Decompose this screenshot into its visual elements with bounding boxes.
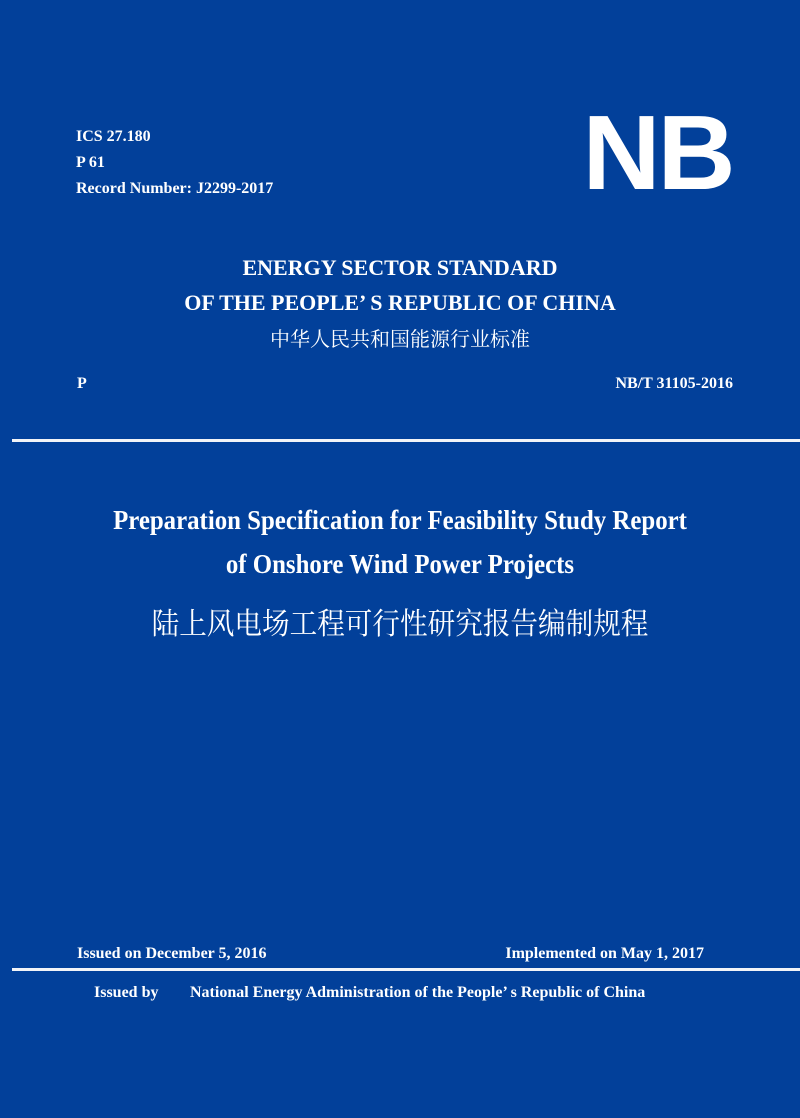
standard-title-line2: OF THE PEOPLE’ S REPUBLIC OF CHINA xyxy=(184,290,616,315)
top-divider xyxy=(12,439,800,442)
standard-number: NB/T 31105-2016 xyxy=(615,375,733,392)
ics-code: ICS 27.180 xyxy=(76,128,151,145)
document-title-cn: 陆上风电场工程可行性研究报告编制规程 xyxy=(151,607,649,642)
implemented-date: Implemented on May 1, 2017 xyxy=(505,945,704,962)
issued-date: Issued on December 5, 2016 xyxy=(77,945,267,962)
classification-letter: P xyxy=(77,375,87,392)
standard-title-chinese: 中华人民共和国能源行业标准 xyxy=(270,327,530,351)
issuer-name: National Energy Administration of the People’ s Republic of China xyxy=(190,984,646,1001)
issued-by-label: Issued by xyxy=(94,984,159,1001)
document-title-en-line1: Preparation Specification for Feasibility Study Report xyxy=(113,505,687,535)
record-number: Record Number: J2299-2017 xyxy=(76,180,274,197)
bottom-divider xyxy=(12,968,800,971)
document-title-en-line2: of Onshore Wind Power Projects xyxy=(225,549,575,579)
standard-title-line1: ENERGY SECTOR STANDARD xyxy=(242,255,558,280)
p-code: P 61 xyxy=(76,154,105,171)
nb-logo: NB xyxy=(582,94,733,212)
